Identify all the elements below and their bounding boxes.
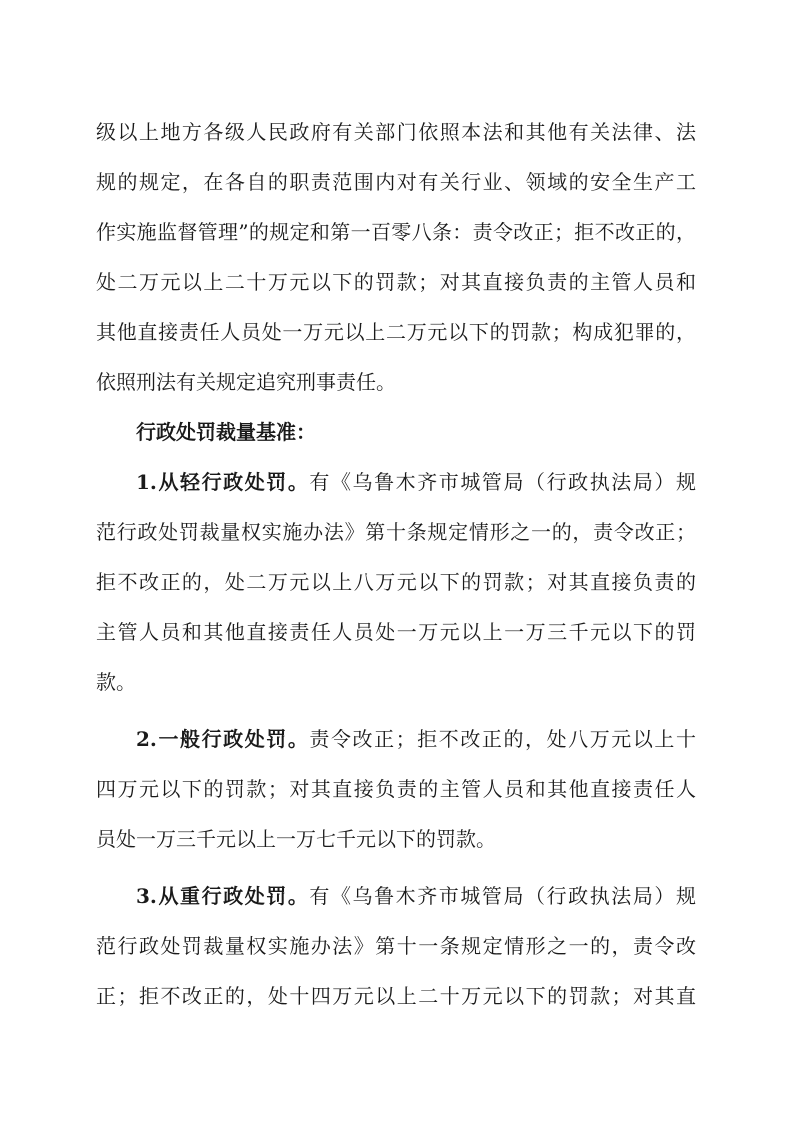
- paragraph-text: 有《乌鲁木齐市城管局（行政执法局）规: [309, 884, 697, 908]
- paragraph-line: 级以上地方各级人民政府有关部门依照本法和其他有关法律、法: [96, 120, 696, 144]
- paragraph-line: 作实施监督管理”的规定和第一百零八条：责令改正；拒不改正的，: [96, 220, 696, 244]
- paragraph-line: 处二万元以上二十万元以下的罚款；对其直接负责的主管人员和: [96, 270, 696, 294]
- paragraph-line: 员处一万三千元以上一万七千元以下的罚款。: [96, 827, 496, 851]
- paragraph-first-line: [136, 725, 696, 753]
- paragraph-line: 拒不改正的，处二万元以上八万元以下的罚款；对其直接负责的: [96, 570, 696, 594]
- paragraph-line: 其他直接责任人员处一万元以上二万元以下的罚款；构成犯罪的，: [96, 320, 696, 344]
- paragraph-line: 四万元以下的罚款；对其直接负责的主管人员和其他直接责任人: [96, 777, 696, 801]
- paragraph-line: 范行政处罚裁量权实施办法》第十条规定情形之一的，责令改正；: [96, 520, 696, 544]
- paragraph-text: 责令改正；拒不改正的，处八万元以上十: [309, 727, 697, 751]
- paragraph-line: 款。: [96, 670, 136, 694]
- paragraph-line: 规的规定，在各自的职责范围内对有关行业、领域的安全生产工: [96, 170, 696, 194]
- paragraph-line: 主管人员和其他直接责任人员处一万元以上一万三千元以下的罚: [96, 620, 696, 644]
- paragraph-first-line: [136, 882, 696, 910]
- paragraph-lead: 1.从轻行政处罚。: [136, 470, 310, 494]
- paragraph-line: 范行政处罚裁量权实施办法》第十一条规定情形之一的，责令改: [96, 934, 696, 958]
- section-heading: 行政处罚裁量基准：: [136, 420, 316, 444]
- paragraph-first-line: [136, 468, 696, 496]
- paragraph-text: 有《乌鲁木齐市城管局（行政执法局）规: [309, 470, 697, 494]
- paragraph-lead: 2.一般行政处罚。: [136, 727, 310, 751]
- paragraph-line: 依照刑法有关规定追究刑事责任。: [96, 370, 396, 394]
- paragraph-line: 正；拒不改正的，处十四万元以上二十万元以下的罚款；对其直: [96, 984, 696, 1008]
- paragraph-lead: 3.从重行政处罚。: [136, 884, 310, 908]
